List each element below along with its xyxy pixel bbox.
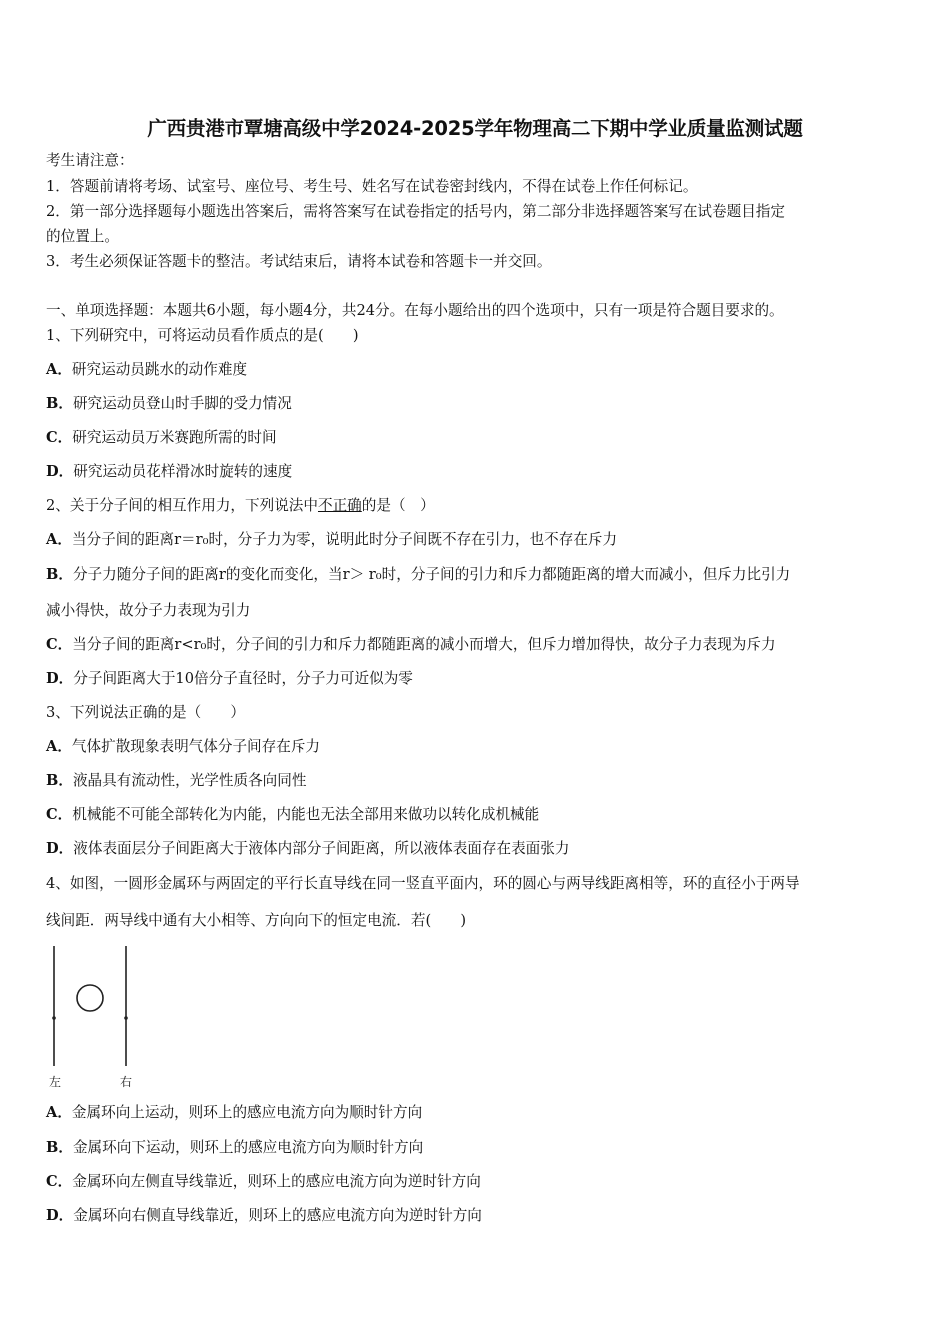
notice-item-2: 2．第一部分选择题每小题选出答案后，需将答案写在试卷指定的括号内，第二部分非选择题答案写在试卷题目指定 [46, 203, 785, 220]
option-label: C． [46, 429, 73, 446]
option-label: B． [46, 395, 73, 412]
q1-option-c [46, 429, 277, 447]
q3-option-b [46, 772, 306, 790]
q2-stem-post: 的是（ ） [361, 497, 435, 514]
wires-ring-figure [44, 944, 144, 1094]
q2-option-b-cont: 减小得快，故分子力表现为引力 [46, 602, 251, 619]
q1-option-d [46, 463, 292, 481]
option-text: 液体表面层分子间距离大于液体内部分子间距离，所以液体表面存在表面张力 [73, 840, 570, 857]
q4-option-c [46, 1173, 481, 1191]
option-label: A． [46, 1104, 72, 1121]
page-title: 广西贵港市覃塘高级中学2024-2025学年物理高二下期中学业质量监测试题 [147, 117, 803, 140]
option-label: C． [46, 806, 73, 823]
q2-stem-pre: 2、关于分子间的相互作用力，下列说法中 [46, 497, 318, 514]
q3-option-d [46, 840, 569, 858]
option-text: 气体扩散现象表明气体分子间存在斥力 [71, 738, 321, 755]
q2-option-a [46, 531, 617, 549]
q4-option-a [46, 1104, 422, 1122]
q4-option-d [46, 1207, 482, 1225]
notice-item-2-cont: 的位置上。 [46, 228, 119, 245]
q3-stem: 3、下列说法正确的是（ ） [46, 704, 246, 721]
option-label: A． [46, 738, 72, 755]
option-label: A． [46, 361, 72, 378]
option-label: C． [46, 1173, 73, 1190]
q4-stem: 4、如图，一圆形金属环与两固定的平行长直导线在同一竖直平面内，环的圆心与两导线距离相等，环的直径小于两导 [46, 875, 800, 892]
option-label: D． [46, 1207, 74, 1224]
q3-option-c [46, 806, 539, 824]
option-label: D． [46, 840, 74, 857]
option-label: B． [46, 772, 73, 789]
option-text: 分子力随分子间的距离r的变化而变化，当r＞ r₀时，分子间的引力和斥力都随距离的增大而减小，但斥力比引力 [72, 566, 791, 583]
notice-item-3: 3．考生必须保证答题卡的整洁。考试结束后，请将本试卷和答题卡一并交回。 [46, 253, 552, 270]
q2-option-b [46, 566, 790, 584]
option-text: 研究运动员花样滑冰时旋转的速度 [73, 463, 293, 480]
q4-option-b [46, 1139, 423, 1157]
option-text: 分子间距离大于10倍分子直径时，分子力可近似为零 [73, 670, 413, 687]
option-text: 液晶具有流动性，光学性质各向同性 [72, 772, 307, 789]
left-wire-current-dot [52, 1016, 56, 1020]
option-text: 金属环向上运动，则环上的感应电流方向为顺时针方向 [71, 1104, 423, 1121]
fig-label-right: 右 [120, 1075, 133, 1089]
metal-ring [77, 985, 103, 1011]
option-text: 机械能不可能全部转化为内能，内能也无法全部用来做功以转化成机械能 [72, 806, 540, 823]
option-label: B． [46, 566, 73, 583]
option-label: D． [46, 463, 74, 480]
option-label: C． [46, 636, 73, 653]
right-wire-current-dot [124, 1016, 128, 1020]
option-text: 当分子间的距离r＝r₀时，分子力为零，说明此时分子间既不存在引力，也不存在斥力 [71, 531, 618, 548]
option-label: D． [46, 670, 74, 687]
option-text: 研究运动员万米赛跑所需的时间 [72, 429, 277, 446]
q2-option-d [46, 670, 413, 688]
option-label: A． [46, 531, 72, 548]
q2-stem-underlined: 不正确 [317, 497, 362, 514]
section-heading: 一、单项选择题：本题共6小题，每小题4分，共24分。在每小题给出的四个选项中，只有一项是符合题目要求的。 [46, 302, 784, 319]
option-text: 金属环向左侧直导线靠近，则环上的感应电流方向为逆时针方向 [72, 1173, 481, 1190]
q2-option-c [46, 636, 776, 654]
notice-header: 考生请注意： [46, 152, 134, 169]
option-text: 当分子间的距离r<r₀时，分子间的引力和斥力都随距离的减小而增大，但斥力增加得快，故分子力表现为斥力 [72, 636, 776, 653]
option-label: B． [46, 1139, 73, 1156]
option-text: 研究运动员登山时手脚的受力情况 [72, 395, 292, 412]
q3-option-a [46, 738, 320, 756]
option-text: 金属环向右侧直导线靠近，则环上的感应电流方向为逆时针方向 [73, 1207, 482, 1224]
option-text: 研究运动员跳水的动作难度 [71, 361, 248, 378]
q4-stem-cont: 线间距．两导线中通有大小相等、方向向下的恒定电流．若( ) [46, 912, 467, 929]
q1-option-a [46, 361, 247, 379]
q1-stem: 1、下列研究中，可将运动员看作质点的是( ) [46, 327, 359, 344]
fig-label-left: 左 [49, 1075, 62, 1089]
option-text: 金属环向下运动，则环上的感应电流方向为顺时针方向 [72, 1139, 424, 1156]
q1-option-b [46, 395, 292, 413]
q2-stem [46, 497, 435, 515]
notice-item-1: 1．答题前请将考场、试室号、座位号、考生号、姓名写在试卷密封线内，不得在试卷上作任何标记。 [46, 178, 698, 195]
